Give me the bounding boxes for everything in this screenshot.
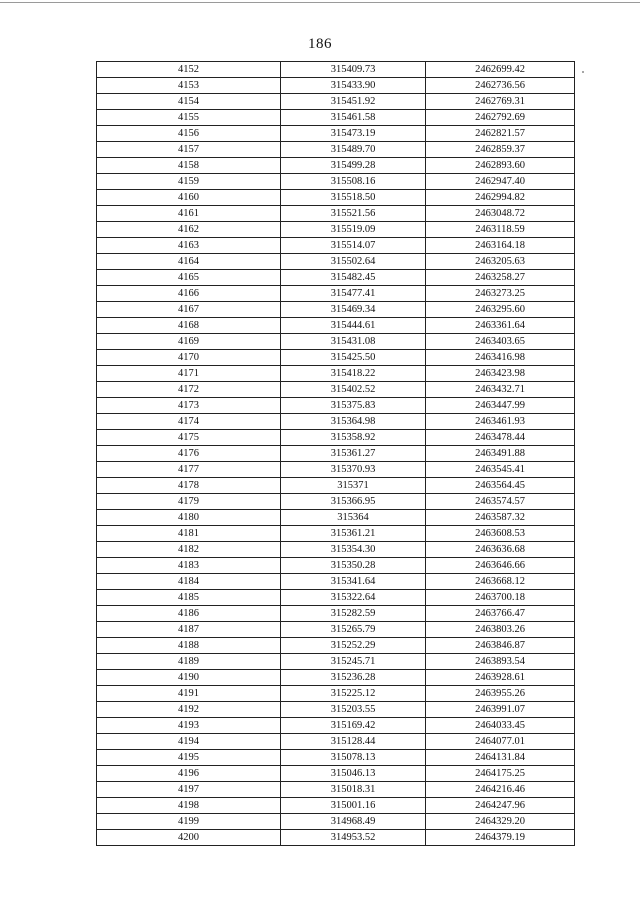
y-coordinate-cell: 2463423.98 bbox=[426, 366, 575, 382]
y-coordinate-cell: 2464033.45 bbox=[426, 718, 575, 734]
table-row bbox=[97, 126, 575, 142]
point-number-cell: 4196 bbox=[97, 766, 281, 782]
table-row bbox=[97, 814, 575, 830]
x-coordinate-cell: 315354.30 bbox=[281, 542, 426, 558]
table-row bbox=[97, 382, 575, 398]
y-coordinate-cell: 2464379.19 bbox=[426, 830, 575, 846]
x-coordinate-cell: 315361.21 bbox=[281, 526, 426, 542]
x-coordinate-cell: 315489.70 bbox=[281, 142, 426, 158]
page-top-rule bbox=[0, 2, 640, 3]
page-number: 186 bbox=[308, 36, 332, 52]
x-coordinate-cell: 315018.31 bbox=[281, 782, 426, 798]
x-coordinate-cell: 315370.93 bbox=[281, 462, 426, 478]
x-coordinate-cell: 315236.28 bbox=[281, 670, 426, 686]
point-number-cell: 4177 bbox=[97, 462, 281, 478]
point-number-cell: 4191 bbox=[97, 686, 281, 702]
table-row bbox=[97, 494, 575, 510]
y-coordinate-cell: 2463164.18 bbox=[426, 238, 575, 254]
point-number-cell: 4157 bbox=[97, 142, 281, 158]
x-coordinate-cell: 315402.52 bbox=[281, 382, 426, 398]
x-coordinate-cell: 315521.56 bbox=[281, 206, 426, 222]
y-coordinate-cell: 2463447.99 bbox=[426, 398, 575, 414]
table-row bbox=[97, 734, 575, 750]
table-row bbox=[97, 638, 575, 654]
y-coordinate-cell: 2464077.01 bbox=[426, 734, 575, 750]
y-coordinate-cell: 2463205.63 bbox=[426, 254, 575, 270]
scan-speck bbox=[582, 71, 584, 73]
point-number-cell: 4152 bbox=[97, 62, 281, 78]
y-coordinate-cell: 2463587.32 bbox=[426, 510, 575, 526]
x-coordinate-cell: 315364 bbox=[281, 510, 426, 526]
y-coordinate-cell: 2462769.31 bbox=[426, 94, 575, 110]
y-coordinate-cell: 2463803.26 bbox=[426, 622, 575, 638]
table-row bbox=[97, 830, 575, 846]
x-coordinate-cell: 315502.64 bbox=[281, 254, 426, 270]
point-number-cell: 4198 bbox=[97, 798, 281, 814]
y-coordinate-cell: 2463258.27 bbox=[426, 270, 575, 286]
point-number-cell: 4194 bbox=[97, 734, 281, 750]
table-row bbox=[97, 702, 575, 718]
table-row bbox=[97, 622, 575, 638]
y-coordinate-cell: 2462994.82 bbox=[426, 190, 575, 206]
y-coordinate-cell: 2464247.96 bbox=[426, 798, 575, 814]
point-number-cell: 4169 bbox=[97, 334, 281, 350]
y-coordinate-cell: 2463574.57 bbox=[426, 494, 575, 510]
y-coordinate-cell: 2462699.42 bbox=[426, 62, 575, 78]
table-row bbox=[97, 254, 575, 270]
x-coordinate-cell: 315371 bbox=[281, 478, 426, 494]
table-row bbox=[97, 78, 575, 94]
table-row bbox=[97, 526, 575, 542]
point-number-cell: 4190 bbox=[97, 670, 281, 686]
x-coordinate-cell: 315001.16 bbox=[281, 798, 426, 814]
y-coordinate-cell: 2462947.40 bbox=[426, 174, 575, 190]
point-number-cell: 4158 bbox=[97, 158, 281, 174]
y-coordinate-cell: 2464329.20 bbox=[426, 814, 575, 830]
point-number-cell: 4181 bbox=[97, 526, 281, 542]
table-row bbox=[97, 94, 575, 110]
y-coordinate-cell: 2463893.54 bbox=[426, 654, 575, 670]
point-number-cell: 4178 bbox=[97, 478, 281, 494]
x-coordinate-cell: 315128.44 bbox=[281, 734, 426, 750]
coordinate-table-body bbox=[97, 62, 575, 846]
x-coordinate-cell: 315225.12 bbox=[281, 686, 426, 702]
point-number-cell: 4184 bbox=[97, 574, 281, 590]
table-row bbox=[97, 750, 575, 766]
point-number-cell: 4156 bbox=[97, 126, 281, 142]
x-coordinate-cell: 315409.73 bbox=[281, 62, 426, 78]
y-coordinate-cell: 2463478.44 bbox=[426, 430, 575, 446]
x-coordinate-cell: 315451.92 bbox=[281, 94, 426, 110]
x-coordinate-cell: 315473.19 bbox=[281, 126, 426, 142]
table-row bbox=[97, 414, 575, 430]
y-coordinate-cell: 2462893.60 bbox=[426, 158, 575, 174]
point-number-cell: 4200 bbox=[97, 830, 281, 846]
x-coordinate-cell: 315361.27 bbox=[281, 446, 426, 462]
table-row bbox=[97, 270, 575, 286]
point-number-cell: 4161 bbox=[97, 206, 281, 222]
table-row bbox=[97, 174, 575, 190]
point-number-cell: 4197 bbox=[97, 782, 281, 798]
table-row bbox=[97, 318, 575, 334]
point-number-cell: 4180 bbox=[97, 510, 281, 526]
x-coordinate-cell: 315519.09 bbox=[281, 222, 426, 238]
table-row bbox=[97, 718, 575, 734]
point-number-cell: 4187 bbox=[97, 622, 281, 638]
point-number-cell: 4154 bbox=[97, 94, 281, 110]
x-coordinate-cell: 315245.71 bbox=[281, 654, 426, 670]
table-row bbox=[97, 142, 575, 158]
point-number-cell: 4173 bbox=[97, 398, 281, 414]
point-number-cell: 4195 bbox=[97, 750, 281, 766]
y-coordinate-cell: 2463928.61 bbox=[426, 670, 575, 686]
x-coordinate-cell: 315341.64 bbox=[281, 574, 426, 590]
table-row bbox=[97, 334, 575, 350]
y-coordinate-cell: 2463048.72 bbox=[426, 206, 575, 222]
point-number-cell: 4168 bbox=[97, 318, 281, 334]
x-coordinate-cell: 315477.41 bbox=[281, 286, 426, 302]
table-row bbox=[97, 222, 575, 238]
point-number-cell: 4159 bbox=[97, 174, 281, 190]
y-coordinate-cell: 2464216.46 bbox=[426, 782, 575, 798]
x-coordinate-cell: 315322.64 bbox=[281, 590, 426, 606]
x-coordinate-cell: 315169.42 bbox=[281, 718, 426, 734]
x-coordinate-cell: 315046.13 bbox=[281, 766, 426, 782]
y-coordinate-cell: 2463416.98 bbox=[426, 350, 575, 366]
y-coordinate-cell: 2463955.26 bbox=[426, 686, 575, 702]
table-row bbox=[97, 462, 575, 478]
y-coordinate-cell: 2463668.12 bbox=[426, 574, 575, 590]
point-number-cell: 4164 bbox=[97, 254, 281, 270]
y-coordinate-cell: 2463646.66 bbox=[426, 558, 575, 574]
y-coordinate-cell: 2463636.68 bbox=[426, 542, 575, 558]
table-row bbox=[97, 350, 575, 366]
x-coordinate-cell: 315431.08 bbox=[281, 334, 426, 350]
point-number-cell: 4165 bbox=[97, 270, 281, 286]
table-row bbox=[97, 686, 575, 702]
point-number-cell: 4192 bbox=[97, 702, 281, 718]
table-row bbox=[97, 766, 575, 782]
table-row bbox=[97, 542, 575, 558]
x-coordinate-cell: 315425.50 bbox=[281, 350, 426, 366]
x-coordinate-cell: 315203.55 bbox=[281, 702, 426, 718]
x-coordinate-cell: 315265.79 bbox=[281, 622, 426, 638]
point-number-cell: 4189 bbox=[97, 654, 281, 670]
table-row bbox=[97, 366, 575, 382]
y-coordinate-cell: 2463295.60 bbox=[426, 302, 575, 318]
table-row bbox=[97, 510, 575, 526]
point-number-cell: 4186 bbox=[97, 606, 281, 622]
y-coordinate-cell: 2463403.65 bbox=[426, 334, 575, 350]
point-number-cell: 4175 bbox=[97, 430, 281, 446]
table-row bbox=[97, 670, 575, 686]
point-number-cell: 4183 bbox=[97, 558, 281, 574]
table-row bbox=[97, 558, 575, 574]
point-number-cell: 4170 bbox=[97, 350, 281, 366]
y-coordinate-cell: 2463991.07 bbox=[426, 702, 575, 718]
x-coordinate-cell: 314953.52 bbox=[281, 830, 426, 846]
table-row bbox=[97, 430, 575, 446]
y-coordinate-cell: 2463700.18 bbox=[426, 590, 575, 606]
table-row bbox=[97, 190, 575, 206]
point-number-cell: 4171 bbox=[97, 366, 281, 382]
table-row bbox=[97, 286, 575, 302]
y-coordinate-cell: 2463491.88 bbox=[426, 446, 575, 462]
point-number-cell: 4182 bbox=[97, 542, 281, 558]
table-row bbox=[97, 62, 575, 78]
y-coordinate-cell: 2463432.71 bbox=[426, 382, 575, 398]
x-coordinate-cell: 315282.59 bbox=[281, 606, 426, 622]
point-number-cell: 4160 bbox=[97, 190, 281, 206]
x-coordinate-cell: 315508.16 bbox=[281, 174, 426, 190]
x-coordinate-cell: 315418.22 bbox=[281, 366, 426, 382]
point-number-cell: 4166 bbox=[97, 286, 281, 302]
table-row bbox=[97, 398, 575, 414]
table-row bbox=[97, 110, 575, 126]
table-row bbox=[97, 446, 575, 462]
point-number-cell: 4185 bbox=[97, 590, 281, 606]
y-coordinate-cell: 2464175.25 bbox=[426, 766, 575, 782]
y-coordinate-cell: 2464131.84 bbox=[426, 750, 575, 766]
point-number-cell: 4162 bbox=[97, 222, 281, 238]
table-row bbox=[97, 782, 575, 798]
y-coordinate-cell: 2462859.37 bbox=[426, 142, 575, 158]
y-coordinate-cell: 2463608.53 bbox=[426, 526, 575, 542]
point-number-cell: 4167 bbox=[97, 302, 281, 318]
y-coordinate-cell: 2463273.25 bbox=[426, 286, 575, 302]
table-row bbox=[97, 654, 575, 670]
table-row bbox=[97, 158, 575, 174]
table-row bbox=[97, 606, 575, 622]
y-coordinate-cell: 2462792.69 bbox=[426, 110, 575, 126]
y-coordinate-cell: 2463118.59 bbox=[426, 222, 575, 238]
y-coordinate-cell: 2462736.56 bbox=[426, 78, 575, 94]
table-row bbox=[97, 478, 575, 494]
x-coordinate-cell: 315469.34 bbox=[281, 302, 426, 318]
x-coordinate-cell: 315461.58 bbox=[281, 110, 426, 126]
y-coordinate-cell: 2463461.93 bbox=[426, 414, 575, 430]
x-coordinate-cell: 315364.98 bbox=[281, 414, 426, 430]
coordinate-table bbox=[96, 61, 575, 846]
x-coordinate-cell: 315433.90 bbox=[281, 78, 426, 94]
y-coordinate-cell: 2462821.57 bbox=[426, 126, 575, 142]
x-coordinate-cell: 315514.07 bbox=[281, 238, 426, 254]
y-coordinate-cell: 2463545.41 bbox=[426, 462, 575, 478]
x-coordinate-cell: 315078.13 bbox=[281, 750, 426, 766]
table-row bbox=[97, 574, 575, 590]
x-coordinate-cell: 315358.92 bbox=[281, 430, 426, 446]
point-number-cell: 4193 bbox=[97, 718, 281, 734]
table-row bbox=[97, 798, 575, 814]
y-coordinate-cell: 2463564.45 bbox=[426, 478, 575, 494]
x-coordinate-cell: 315252.29 bbox=[281, 638, 426, 654]
table-row bbox=[97, 590, 575, 606]
x-coordinate-cell: 315482.45 bbox=[281, 270, 426, 286]
y-coordinate-cell: 2463766.47 bbox=[426, 606, 575, 622]
point-number-cell: 4176 bbox=[97, 446, 281, 462]
x-coordinate-cell: 315444.61 bbox=[281, 318, 426, 334]
x-coordinate-cell: 315518.50 bbox=[281, 190, 426, 206]
x-coordinate-cell: 314968.49 bbox=[281, 814, 426, 830]
point-number-cell: 4179 bbox=[97, 494, 281, 510]
x-coordinate-cell: 315366.95 bbox=[281, 494, 426, 510]
point-number-cell: 4163 bbox=[97, 238, 281, 254]
point-number-cell: 4155 bbox=[97, 110, 281, 126]
point-number-cell: 4174 bbox=[97, 414, 281, 430]
point-number-cell: 4199 bbox=[97, 814, 281, 830]
x-coordinate-cell: 315375.83 bbox=[281, 398, 426, 414]
point-number-cell: 4153 bbox=[97, 78, 281, 94]
table-row bbox=[97, 238, 575, 254]
y-coordinate-cell: 2463361.64 bbox=[426, 318, 575, 334]
y-coordinate-cell: 2463846.87 bbox=[426, 638, 575, 654]
table-row bbox=[97, 302, 575, 318]
x-coordinate-cell: 315499.28 bbox=[281, 158, 426, 174]
x-coordinate-cell: 315350.28 bbox=[281, 558, 426, 574]
point-number-cell: 4188 bbox=[97, 638, 281, 654]
table-row bbox=[97, 206, 575, 222]
point-number-cell: 4172 bbox=[97, 382, 281, 398]
